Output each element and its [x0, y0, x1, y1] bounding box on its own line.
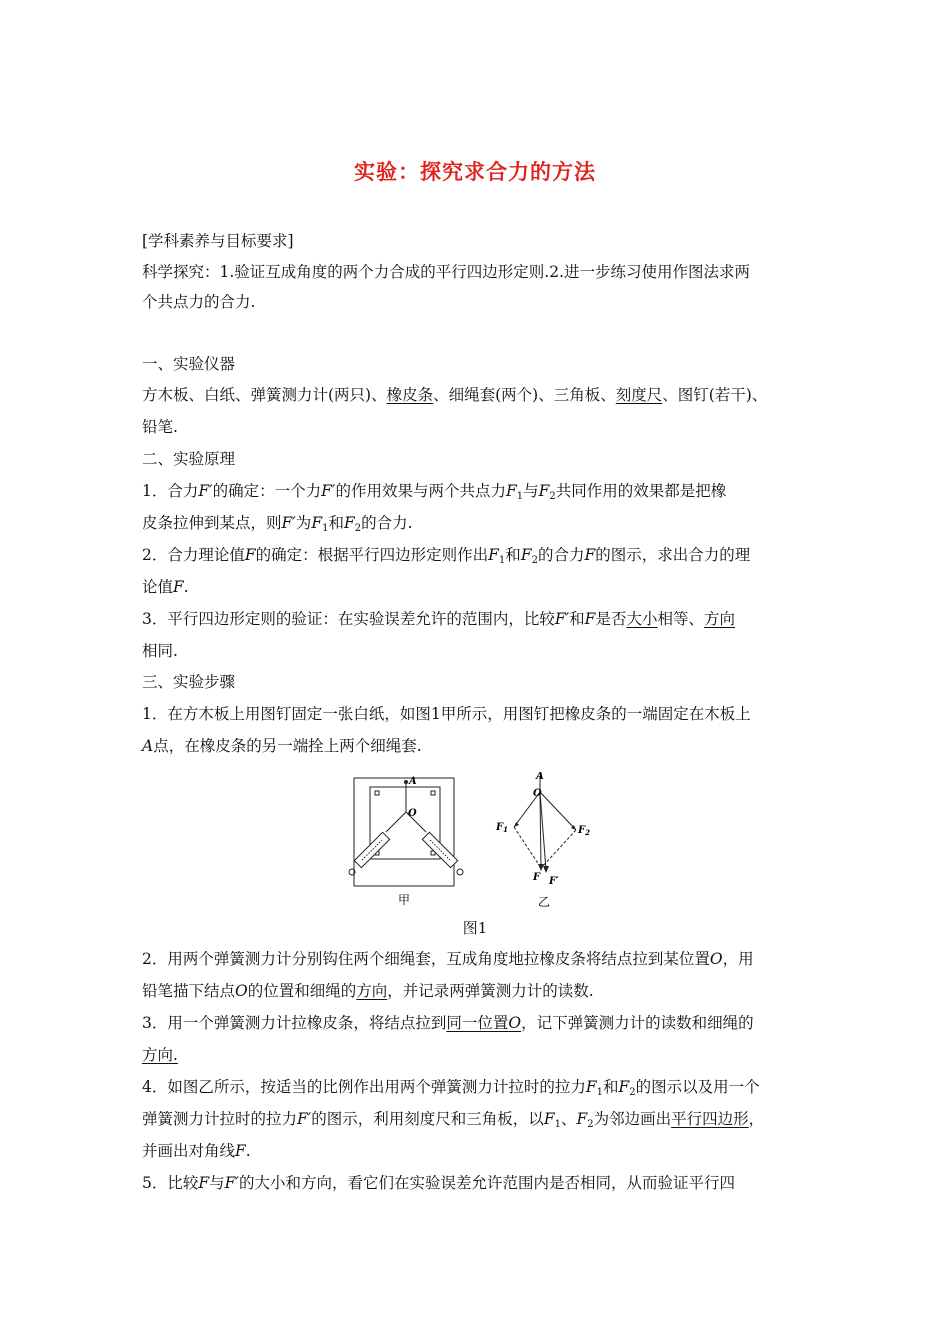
figure-1	[340, 772, 600, 912]
parallel-left	[514, 827, 541, 868]
label-a-jia: A	[409, 776, 417, 787]
goals-heading: [学科素养与目标要求]	[142, 232, 294, 250]
point-a-dot	[404, 780, 408, 784]
string-left	[386, 812, 406, 832]
parallel-right	[541, 830, 576, 868]
spring-scale-left	[354, 832, 389, 867]
step-4-line-1: 4．如图乙所示，按适当的比例作出用两个弹簧测力计拉时的拉力$F_1$和$F_2$的图示以及用一个	[142, 1078, 760, 1098]
figure-caption: 图1	[462, 919, 488, 937]
step-2-line-2: 铅笔描下结点O的位置和细绳的方向，并记录两弹簧测力计的读数.	[142, 982, 594, 1000]
section-2-heading: 二、实验原理	[142, 450, 236, 468]
arrow-f	[538, 864, 544, 871]
arrow-f1	[514, 822, 519, 827]
principle-1-line-1: 1．合力F′的确定：一个力F′的作用效果与两个共点力$F_1$与$F_2$共同作用的效果都是把橡	[142, 482, 727, 502]
principle-3-line-2: 相同.	[142, 642, 178, 660]
label-yi: 乙	[538, 895, 551, 909]
instruments-line-1: 方木板、白纸、弹簧测力计(两只)、橡皮条、细绳套(两个)、三角板、刻度尺、图钉(若干)、	[142, 386, 768, 404]
section-1-heading: 一、实验仪器	[142, 355, 236, 373]
vector-f2	[540, 792, 576, 830]
figure-jia	[349, 778, 463, 886]
figure-1-svg	[340, 772, 600, 912]
pin-tr	[431, 791, 435, 795]
label-f2: $F_2$	[578, 825, 590, 837]
step-5-line-1: 5．比较F与F′的大小和方向，看它们在实验误差允许范围内是否相同，从而验证平行四	[142, 1174, 735, 1192]
pin-tl	[375, 791, 379, 795]
board-outer	[354, 778, 454, 886]
label-o-yi: O	[533, 788, 542, 799]
principle-3-line-1: 3．平行四边形定则的验证：在实验误差允许的范围内，比较F′和F是否大小相等、方向	[142, 610, 735, 628]
label-jia: 甲	[398, 893, 411, 907]
goals-line-1: 科学探究：1.验证互成角度的两个力合成的平行四边形定则.2.进一步练习使用作图法求两	[142, 263, 751, 281]
step-1-line-2: A点，在橡皮条的另一端拴上两个细绳套.	[142, 737, 422, 755]
arrow-f-prime	[543, 866, 549, 873]
page-title: 实验：探究求合力的方法	[354, 160, 596, 184]
principle-2-line-2: 论值F.	[142, 578, 189, 596]
figure-yi	[514, 776, 576, 870]
step-3-line-2: 方向.	[142, 1046, 178, 1064]
step-4-line-2: 弹簧测力计拉时的拉力F′的图示，利用刻度尺和三角板，以$F_1$、$F_2$为邻边画出平行四边形，	[142, 1110, 765, 1130]
label-f-prime: F′	[549, 876, 559, 887]
step-4-line-3: 并画出对角线F.	[142, 1142, 251, 1160]
step-2-line-1: 2．用两个弹簧测力计分别钩住两个细绳套，互成角度地拉橡皮条将结点拉到某位置O，用	[142, 950, 754, 968]
goals-line-2: 个共点力的合力.	[142, 293, 256, 311]
section-3-heading: 三、实验步骤	[142, 673, 236, 691]
principle-1-line-2: 皮条拉伸到某点，则F′为$F_1$和$F_2$的合力.	[142, 514, 413, 534]
instruments-line-2: 铅笔.	[142, 418, 178, 436]
hook-right	[457, 869, 463, 875]
label-a-yi: A	[536, 772, 544, 782]
step-1-line-1: 1．在方木板上用图钉固定一张白纸，如图1甲所示，用图钉把橡皮条的一端固定在木板上	[142, 705, 751, 723]
label-f: F	[533, 872, 541, 883]
label-f1: $F_1$	[496, 822, 508, 834]
principle-2-line-1: 2．合力理论值F的确定：根据平行四边形定则作出$F_1$和$F_2$的合力F的图示，求出合力的理	[142, 546, 751, 566]
step-3-line-1: 3．用一个弹簧测力计拉橡皮条，将结点拉到同一位置O，记下弹簧测力计的读数和细绳的	[142, 1014, 754, 1032]
label-o-jia: O	[408, 808, 417, 819]
